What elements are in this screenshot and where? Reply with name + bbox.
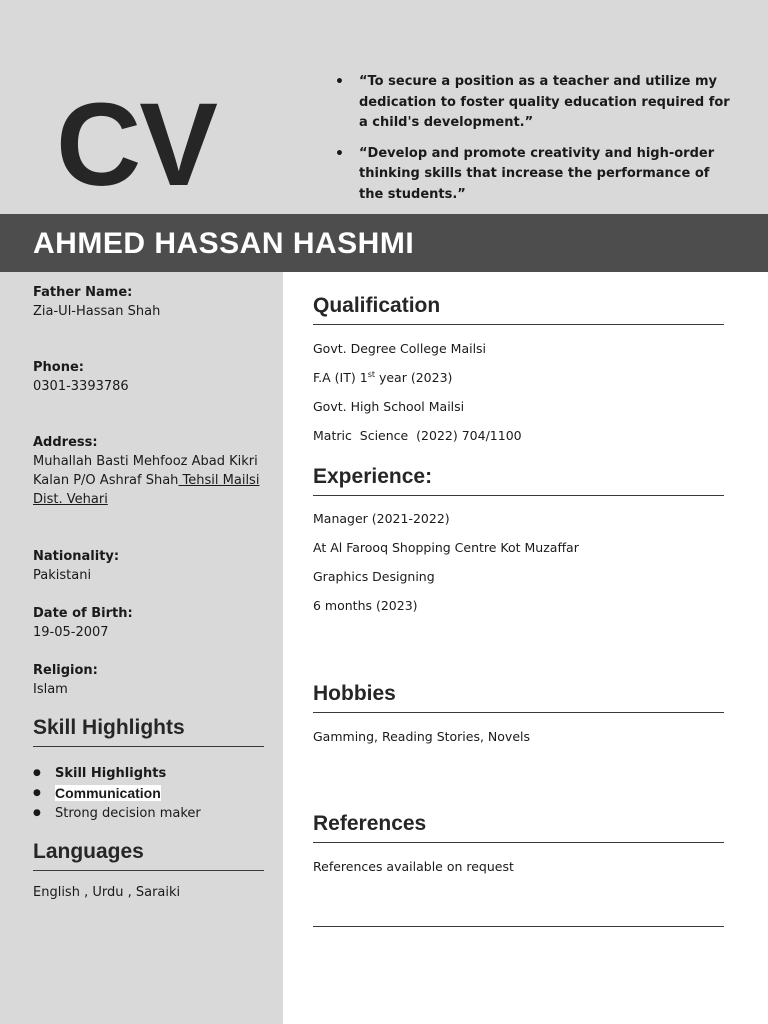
qualification-matric: Matric Science (2022) 704/1100 [313, 428, 522, 443]
experience-item: At Al Farooq Shopping Centre Kot Muzaffar [313, 540, 579, 555]
nationality-value: Pakistani [33, 568, 92, 583]
skill-item-highlighted: Communication [55, 784, 161, 801]
fa-suffix: year (2023) [375, 370, 453, 386]
religion-block [33, 661, 268, 699]
father-name-block [33, 283, 268, 321]
address-block [33, 433, 268, 509]
skill-item: ● Skill Highlights [33, 764, 201, 784]
cv-title: CV [56, 79, 216, 211]
experience-heading: Experience: [313, 465, 724, 496]
address-line-2 [33, 471, 268, 490]
address-line-3: Dist. Vehari [33, 492, 108, 507]
languages-heading: Languages [33, 840, 264, 871]
career-objectives [335, 72, 735, 215]
address-line-2-part-b: Tehsil Mailsi [178, 473, 260, 488]
father-name-value: Zia-Ul-Hassan Shah [33, 304, 161, 319]
dob-value: 19-05-2007 [33, 625, 109, 640]
qualification-fa [313, 370, 452, 385]
address-label: Address: [33, 435, 98, 450]
hobbies-heading: Hobbies [313, 682, 724, 713]
experience-item: Manager (2021-2022) [313, 511, 450, 526]
fa-superscript: st [367, 370, 375, 379]
bottom-divider [313, 926, 724, 927]
religion-value: Islam [33, 682, 68, 697]
fa-prefix: F.A (IT) 1 [313, 370, 368, 386]
address-line-2-part-a: Kalan P/O Ashraf Shah [33, 473, 179, 488]
phone-label: Phone: [33, 360, 84, 375]
qualification-college: Govt. Degree College Mailsi [313, 341, 487, 356]
father-name-label: Father Name: [33, 285, 133, 300]
phone-value: 0301-3393786 [33, 379, 129, 394]
nationality-label: Nationality: [33, 549, 120, 564]
candidate-name: AHMED HASSAN HASHMI [33, 227, 415, 260]
dob-block [33, 604, 268, 642]
address-line-1: Muhallah Basti Mehfooz Abad Kikri [33, 454, 258, 469]
religion-label: Religion: [33, 663, 98, 678]
skills-list [33, 764, 201, 824]
skill-item [33, 784, 201, 805]
references-heading: References [313, 812, 724, 843]
qualification-school: Govt. High School Mailsi [313, 399, 465, 414]
dob-label: Date of Birth: [33, 606, 133, 621]
qualification-heading: Qualification [313, 294, 724, 325]
references-value: References available on request [313, 859, 514, 874]
skills-heading: Skill Highlights [33, 716, 264, 747]
experience-item: 6 months (2023) [313, 598, 418, 613]
skill-item: ● Strong decision maker [33, 804, 201, 824]
hobbies-value: Gamming, Reading Stories, Novels [313, 729, 531, 744]
experience-item: Graphics Designing [313, 569, 435, 584]
languages-value: English , Urdu , Saraiki [33, 885, 181, 900]
nationality-block [33, 547, 268, 585]
objective-item: • “Develop and promote creativity and high-order thinking skills that increase the performance of the students.” [335, 144, 735, 206]
phone-block [33, 358, 268, 396]
objective-item: • “To secure a position as a teacher and utilize my dedication to foster quality education required for a child's development.” [335, 72, 735, 134]
